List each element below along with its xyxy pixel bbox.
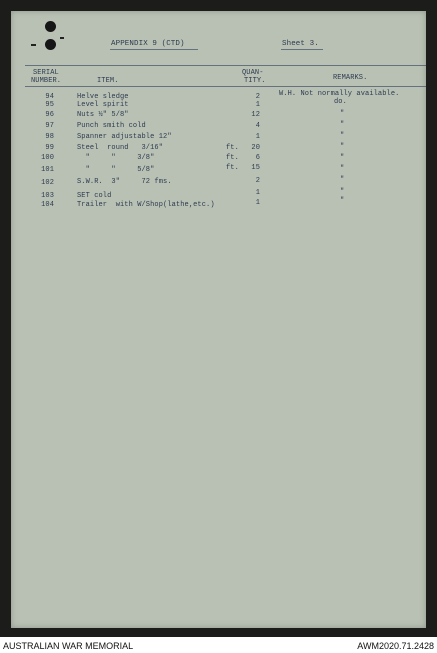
col-remarks: REMARKS. [333, 74, 368, 82]
row-serial: 99 [45, 144, 54, 152]
col-serial-line1: SERIAL [33, 69, 59, 77]
row-remarks: " [340, 154, 345, 162]
row-qty: 6 [255, 154, 260, 162]
row-remarks: do. [334, 98, 347, 106]
row-remarks: " [340, 143, 345, 151]
row-qty: 2 [255, 93, 260, 101]
appendix-heading: APPENDIX 9 (CTD) [111, 40, 185, 48]
row-serial: 100 [41, 154, 54, 162]
row-qty: 2 [255, 177, 260, 185]
row-serial: 97 [45, 122, 54, 130]
footer-accession-number: AWM2020.71.2428 [357, 641, 434, 651]
row-qty: 4 [255, 122, 260, 130]
row-qty: 20 [251, 144, 260, 152]
row-serial: 95 [45, 101, 54, 109]
row-item: Level spirit [77, 101, 129, 109]
row-item: Steel round 3/16" [77, 144, 164, 152]
row-serial: 103 [41, 192, 54, 200]
row-item: " " 5/8" [77, 166, 155, 174]
footer-credit: AUSTRALIAN WAR MEMORIAL [3, 641, 134, 651]
col-qty-line2: TITY. [244, 77, 266, 85]
appendix-underline [110, 49, 198, 50]
row-serial: 94 [45, 93, 54, 101]
row-qty: 1 [255, 133, 260, 141]
col-serial-line2: NUMBER. [31, 77, 62, 85]
row-remarks: " [340, 188, 345, 196]
row-serial: 98 [45, 133, 54, 141]
row-item: Helve sledge [77, 93, 129, 101]
col-qty-line1: QUAN- [242, 69, 264, 77]
row-remarks: W.H. Not normally available. [279, 90, 400, 98]
row-item: SET cold [77, 192, 112, 200]
sheet-number: Sheet 3. [282, 40, 319, 48]
sheet-underline [281, 49, 323, 50]
punch-hole-top [45, 21, 56, 32]
row-unit: ft. [226, 164, 239, 172]
punch-hole-bottom [45, 39, 56, 50]
col-item: ITEM. [97, 77, 119, 85]
table-top-rule [25, 65, 426, 66]
ink-mark-left [31, 44, 36, 46]
row-serial: 101 [41, 166, 54, 174]
row-qty: 1 [255, 189, 260, 197]
row-item: Spanner adjustable 12" [77, 133, 172, 141]
row-serial: 102 [41, 179, 54, 187]
row-remarks: " [340, 110, 345, 118]
row-remarks: " [340, 197, 345, 205]
row-item: Punch smith cold [77, 122, 146, 130]
row-serial: 96 [45, 111, 54, 119]
row-remarks: " [340, 165, 345, 173]
row-qty: 12 [251, 111, 260, 119]
row-remarks: " [340, 132, 345, 140]
row-qty: 1 [255, 199, 260, 207]
row-unit: ft. [226, 154, 239, 162]
document-sheet [11, 11, 426, 628]
row-remarks: " [340, 176, 345, 184]
row-item: S.W.R. 3" 72 fms. [77, 178, 172, 186]
ink-mark-right [60, 37, 64, 39]
row-item: Nuts ½" 5/8" [77, 111, 129, 119]
row-unit: ft. [226, 144, 239, 152]
row-qty: 1 [255, 101, 260, 109]
row-item: Trailer with W/Shop(lathe,etc.) [77, 201, 215, 209]
row-item: " " 3/8" [77, 154, 155, 162]
row-remarks: " [340, 121, 345, 129]
row-qty: 15 [251, 164, 260, 172]
table-header-rule [25, 86, 426, 87]
row-serial: 104 [41, 201, 54, 209]
